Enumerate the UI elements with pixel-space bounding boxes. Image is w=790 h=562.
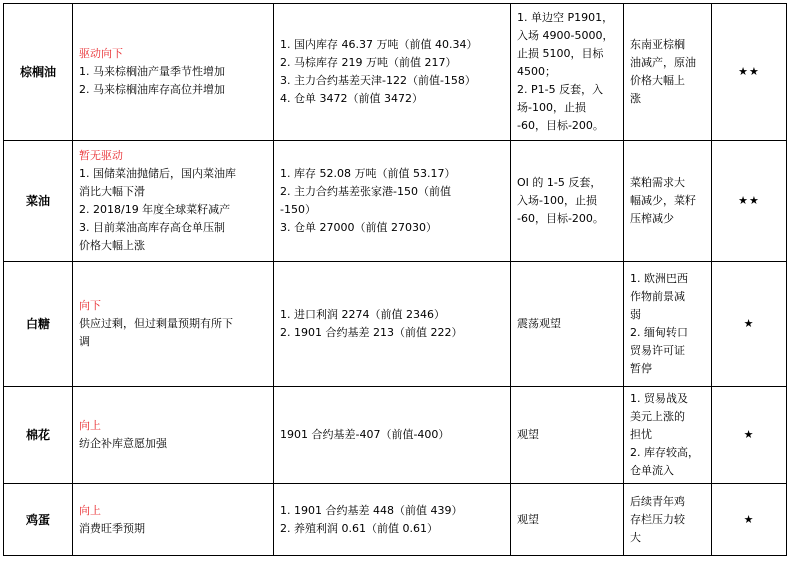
strategy-line: 入场 4900-5000， — [517, 29, 614, 42]
risk-cell — [624, 141, 712, 262]
direction-label: 向上 — [79, 419, 101, 432]
risk-line: 后续青年鸡 — [630, 494, 685, 508]
data-point-line: 4. 仓单 3472（前值 3472） — [280, 92, 423, 105]
risk-line: 1. 贸易战及 — [630, 392, 688, 405]
driver-line: 消费旺季预期 — [79, 521, 145, 535]
risk-line: 东南亚棕榈 — [630, 38, 685, 51]
table-row — [4, 262, 787, 387]
data-points-cell — [274, 4, 511, 141]
strategy-cell — [511, 4, 624, 141]
driver-line: 供应过剩，但过剩量预期有所下 — [79, 317, 233, 330]
risk-line: 幅减少，菜籽 — [630, 194, 696, 207]
risk-line: 美元上涨的 — [630, 410, 685, 423]
table-row — [4, 387, 787, 484]
risk-line: 弱 — [630, 308, 641, 321]
risk-line: 仓单流入 — [630, 464, 674, 477]
drivers-cell — [73, 387, 274, 484]
driver-line: 调 — [79, 335, 90, 348]
direction-label: 暂无驱动 — [79, 149, 123, 162]
strategy-line: 2. P1-5 反套，入 — [517, 83, 604, 96]
strategy-line: 观望 — [517, 512, 539, 526]
risk-line: 压榨减少 — [630, 212, 674, 225]
risk-line: 菜粕需求大 — [630, 176, 685, 189]
strategy-line: 场-100，止损 — [517, 101, 586, 114]
data-point-line: 3. 主力合约基差天津-122（前值-158） — [280, 74, 476, 87]
strategy-cell — [511, 484, 624, 556]
driver-line: 1. 国储菜油抛储后，国内菜油库 — [79, 167, 236, 180]
strategy-cell — [511, 262, 624, 387]
commodity-name: 棉花 — [4, 387, 73, 484]
strategy-line: 止损 5100，目标 — [517, 47, 604, 60]
data-points-cell — [274, 141, 511, 262]
rating-stars: ★ — [712, 484, 787, 556]
drivers-cell — [73, 4, 274, 141]
risk-cell — [624, 484, 712, 556]
data-point-line: 2. 马棕库存 219 万吨（前值 217） — [280, 56, 457, 69]
data-point-line: 1. 1901 合约基差 448（前值 439） — [280, 503, 463, 517]
drivers-cell — [73, 484, 274, 556]
table-row — [4, 141, 787, 262]
strategy-line: 震荡观望 — [517, 317, 561, 330]
data-point-line: -150） — [280, 203, 316, 216]
commodity-name: 棕榈油 — [4, 4, 73, 141]
risk-line: 贸易许可证 — [630, 344, 685, 357]
commodity-name: 菜油 — [4, 141, 73, 262]
data-point-line: 2. 1901 合约基差 213（前值 222） — [280, 326, 463, 339]
rating-stars: ★★ — [712, 4, 787, 141]
data-points-cell — [274, 484, 511, 556]
risk-line: 暂停 — [630, 362, 652, 375]
table-row — [4, 484, 787, 556]
risk-line: 担忧 — [630, 428, 652, 441]
data-point-line: 1. 进口利润 2274（前值 2346） — [280, 308, 445, 321]
strategy-cell — [511, 387, 624, 484]
rating-stars: ★ — [712, 387, 787, 484]
data-points-cell — [274, 262, 511, 387]
direction-label: 向下 — [79, 299, 101, 312]
risk-line: 2. 库存较高， — [630, 446, 699, 459]
table-row — [4, 4, 787, 141]
driver-line: 消比大幅下滑 — [79, 185, 145, 198]
risk-line: 价格大幅上 — [630, 74, 685, 87]
data-point-line: 1901 合约基差-407（前值-400） — [280, 428, 450, 441]
strategy-line: OI 的 1-5 反套， — [517, 176, 602, 189]
driver-line: 1. 马来棕榈油产量季节性增加 — [79, 65, 225, 78]
drivers-cell — [73, 262, 274, 387]
strategy-line: -60，目标-200。 — [517, 119, 604, 132]
rating-stars: ★ — [712, 262, 787, 387]
data-point-line: 1. 库存 52.08 万吨（前值 53.17） — [280, 167, 456, 180]
data-point-line: 2. 养殖利润 0.61（前值 0.61） — [280, 521, 438, 535]
risk-cell — [624, 262, 712, 387]
strategy-cell — [511, 141, 624, 262]
risk-line: 存栏压力较 — [630, 512, 685, 526]
risk-line: 油减产，原油 — [630, 56, 696, 69]
data-point-line: 1. 国内库存 46.37 万吨（前值 40.34） — [280, 38, 478, 51]
data-point-line: 2. 主力合约基差张家港-150（前值 — [280, 185, 451, 198]
driver-line: 纺企补库意愿加强 — [79, 437, 167, 450]
rating-stars: ★★ — [712, 141, 787, 262]
risk-line: 1. 欧洲巴西 — [630, 272, 688, 285]
data-points-cell — [274, 387, 511, 484]
table-body — [4, 4, 787, 556]
drivers-cell — [73, 141, 274, 262]
strategy-line: 入场-100，止损 — [517, 194, 597, 207]
risk-line: 大 — [630, 530, 641, 544]
driver-line: 3. 目前菜油高库存高仓单压制 — [79, 221, 225, 234]
strategy-line: 观望 — [517, 428, 539, 441]
data-point-line: 3. 仓单 27000（前值 27030） — [280, 221, 437, 234]
direction-label: 向上 — [79, 503, 101, 517]
driver-line: 价格大幅上涨 — [79, 239, 145, 252]
risk-cell — [624, 387, 712, 484]
driver-line: 2. 马来棕榈油库存高位并增加 — [79, 83, 225, 96]
risk-line: 涨 — [630, 92, 641, 105]
direction-label: 驱动向下 — [79, 47, 123, 60]
commodity-strategy-table — [3, 3, 787, 556]
commodity-name: 鸡蛋 — [4, 484, 73, 556]
commodity-name: 白糖 — [4, 262, 73, 387]
risk-line: 作物前景减 — [630, 290, 685, 303]
strategy-line: 1. 单边空 P1901， — [517, 11, 614, 24]
risk-line: 2. 缅甸转口 — [630, 326, 688, 339]
driver-line: 2. 2018/19 年度全球菜籽减产 — [79, 203, 231, 216]
strategy-line: -60，目标-200。 — [517, 212, 604, 225]
risk-cell — [624, 4, 712, 141]
strategy-line: 4500； — [517, 65, 556, 78]
